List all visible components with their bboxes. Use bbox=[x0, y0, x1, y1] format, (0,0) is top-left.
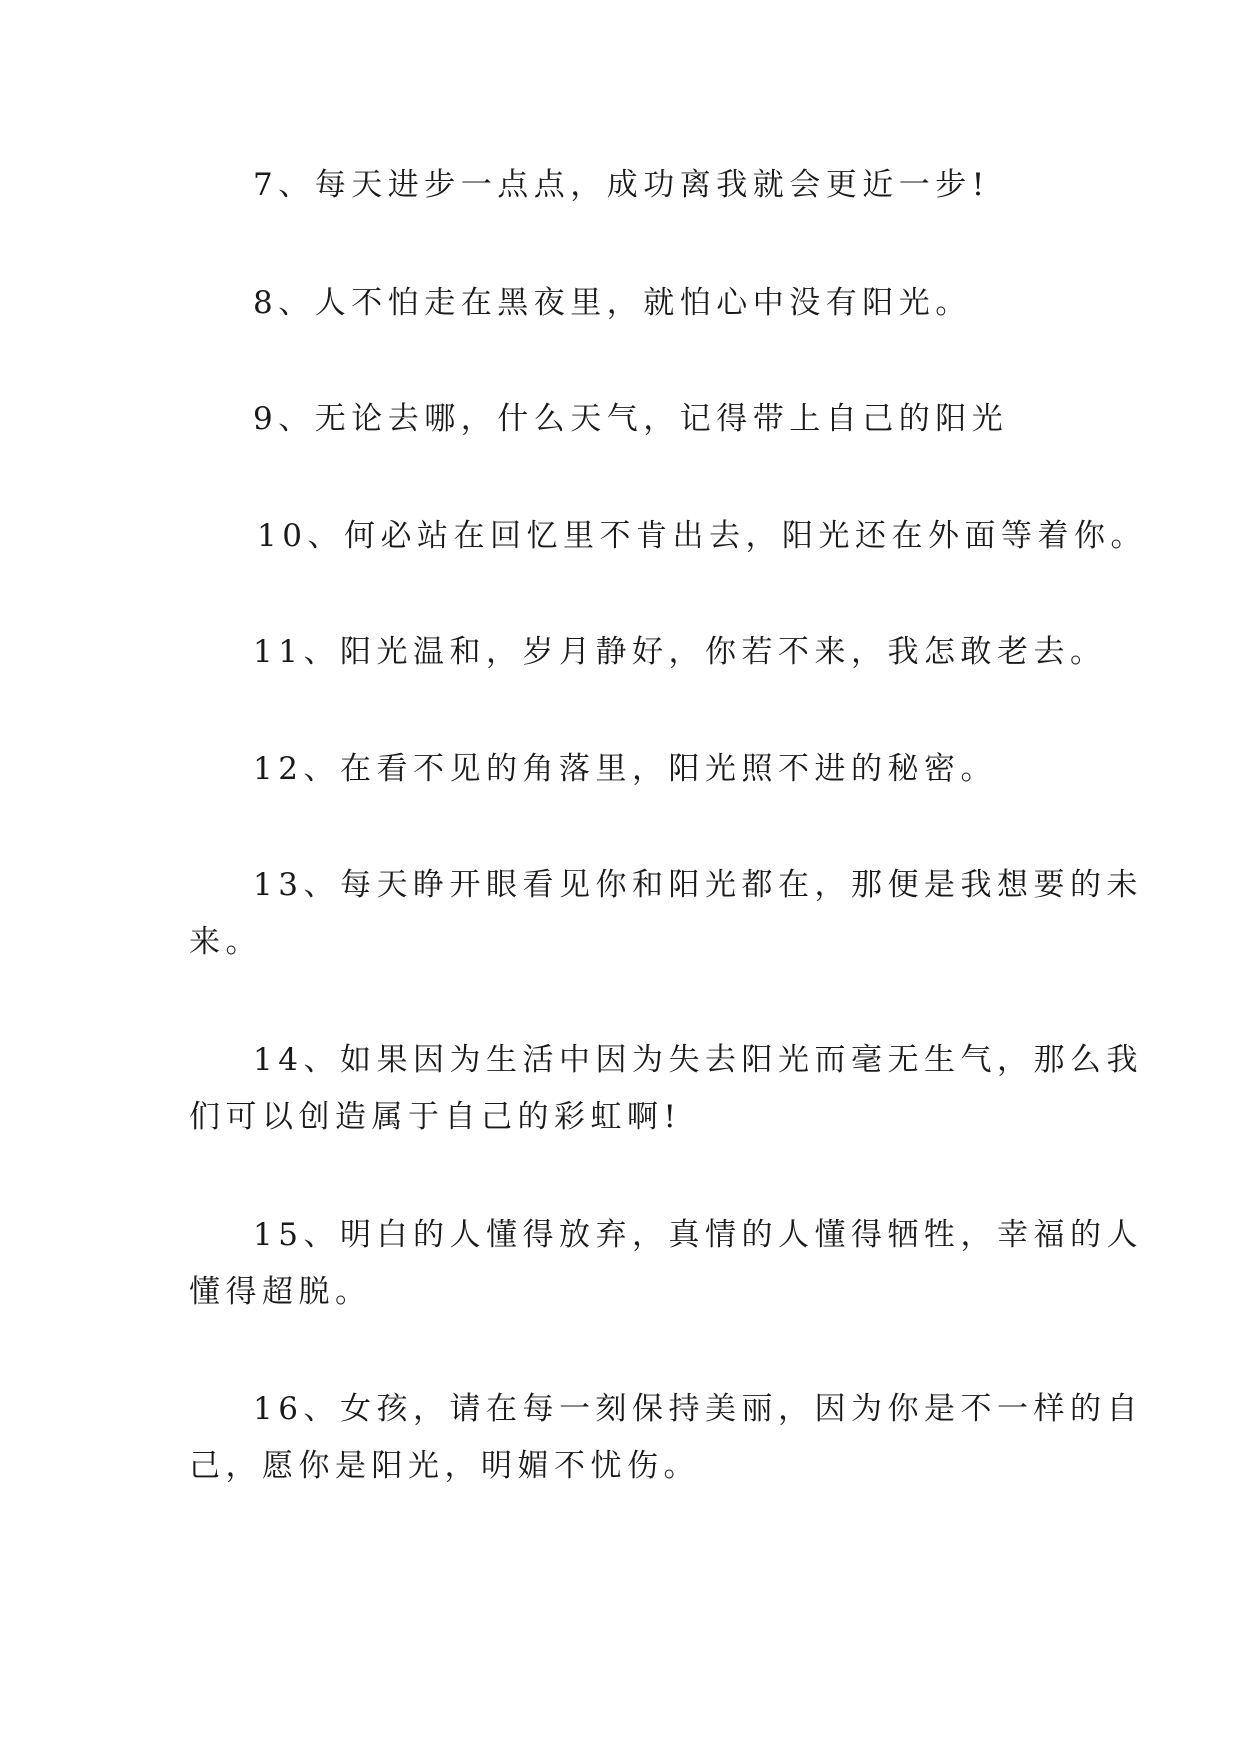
quote-8: 8、人不怕走在黑夜里，就怕心中没有阳光。 bbox=[253, 285, 972, 321]
quote-10: 10、何必站在回忆里不肯出去，阳光还在外面等着你。 bbox=[257, 518, 1147, 554]
quote-11: 11、阳光温和，岁月静好，你若不来，我怎敢老去。 bbox=[253, 634, 1107, 670]
quote-15: 15、明白的人懂得放弃，真情的人懂得牺牲，幸福的人 bbox=[253, 1217, 1143, 1253]
quote-16-continuation: 己，愿你是阳光，明媚不忧伤。 bbox=[189, 1448, 700, 1484]
quote-12: 12、在看不见的角落里，阳光照不进的秘密。 bbox=[253, 751, 997, 787]
quote-13-continuation: 来。 bbox=[189, 924, 262, 960]
quote-15-continuation: 懂得超脱。 bbox=[189, 1274, 372, 1310]
quote-16: 16、女孩，请在每一刻保持美丽，因为你是不一样的自 bbox=[253, 1391, 1143, 1427]
quote-7: 7、每天进步一点点，成功离我就会更近一步! bbox=[253, 167, 990, 203]
quote-13: 13、每天睁开眼看见你和阳光都在，那便是我想要的未 bbox=[253, 867, 1143, 903]
quote-14-continuation: 们可以创造属于自己的彩虹啊! bbox=[189, 1099, 682, 1135]
quote-9: 9、无论去哪，什么天气，记得带上自己的阳光 bbox=[253, 401, 1009, 437]
quote-14: 14、如果因为生活中因为失去阳光而毫无生气，那么我 bbox=[253, 1042, 1143, 1078]
